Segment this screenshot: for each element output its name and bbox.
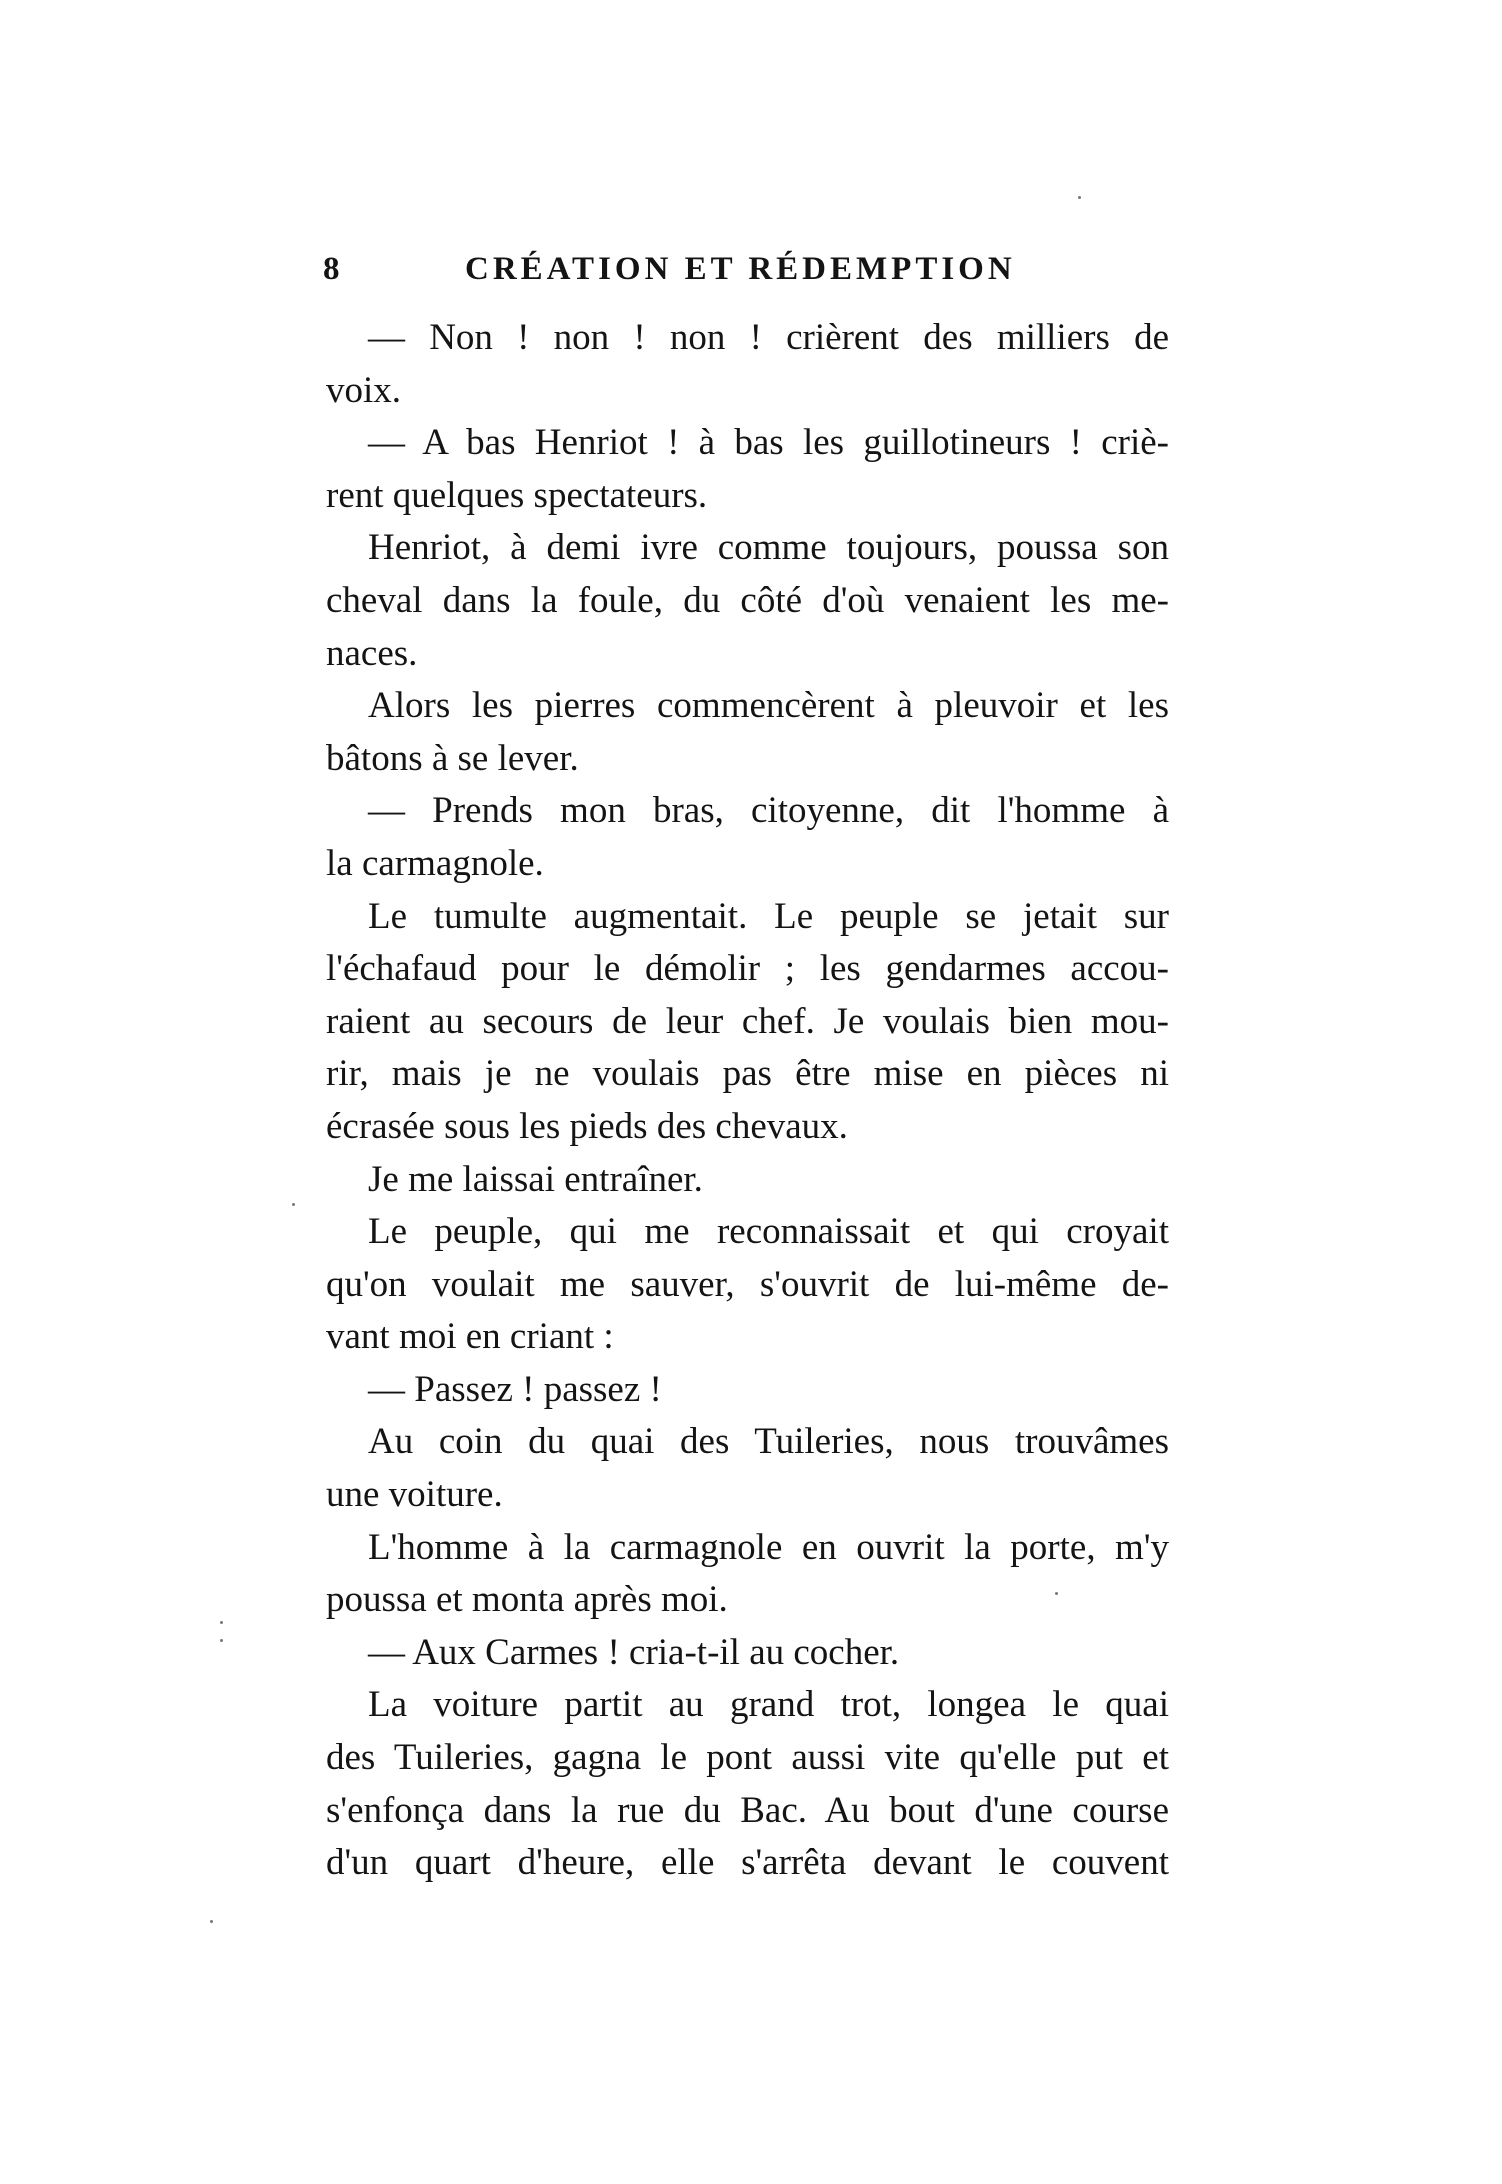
- text-line: cheval dans la foule, du côté d'où venaient les me-: [326, 579, 1169, 621]
- text-line: — A bas Henriot ! à bas les guillotineurs ! criè-: [368, 422, 1169, 464]
- text-line: poussa et monta après moi.: [326, 1579, 728, 1621]
- text-line: — Prends mon bras, citoyenne, dit l'homme à: [368, 790, 1169, 832]
- page-header: [323, 244, 1183, 294]
- text-line: une voiture.: [326, 1474, 503, 1516]
- text-line: écrasée sous les pieds des chevaux.: [326, 1105, 848, 1147]
- scan-speck: [210, 1920, 213, 1923]
- scan-speck: [1055, 1592, 1058, 1595]
- text-line: Le peuple, qui me reconnaissait et qui croyait: [368, 1211, 1169, 1253]
- text-line: la carmagnole.: [326, 842, 544, 884]
- text-line: — Passez ! passez !: [368, 1368, 662, 1410]
- text-line: voix.: [326, 369, 402, 411]
- text-line: L'homme à la carmagnole en ouvrit la porte, m'y: [368, 1526, 1169, 1568]
- text-line: raient au secours de leur chef. Je voulais bien mou-: [326, 1000, 1169, 1042]
- text-line: naces.: [326, 632, 418, 674]
- text-line: s'enfonça dans la rue du Bac. Au bout d'une course: [326, 1789, 1169, 1831]
- text-line: Henriot, à demi ivre comme toujours, poussa son: [368, 527, 1169, 569]
- text-line: rent quelques spectateurs.: [326, 474, 708, 516]
- text-line: d'un quart d'heure, elle s'arrêta devant le couvent: [326, 1842, 1169, 1884]
- text-line: Alors les pierres commencèrent à pleuvoir et les: [368, 685, 1169, 727]
- scan-speck: [220, 1621, 223, 1624]
- scan-speck: [220, 1639, 223, 1642]
- page-number: 8: [323, 251, 340, 287]
- scan-speck: [292, 1203, 295, 1206]
- text-line: Le tumulte augmentait. Le peuple se jetait sur: [368, 895, 1169, 937]
- text-line: l'échafaud pour le démolir ; les gendarmes accou-: [326, 948, 1169, 990]
- text-line: — Aux Carmes ! cria-t-il au cocher.: [368, 1631, 900, 1673]
- body-text: [326, 312, 1169, 1890]
- text-line: qu'on voulait me sauver, s'ouvrit de lui-même de-: [326, 1263, 1169, 1305]
- text-line: — Non ! non ! non ! crièrent des milliers de: [368, 317, 1169, 358]
- running-title: CRÉATION ET RÉDEMPTION: [465, 251, 1016, 287]
- text-line: La voiture partit au grand trot, longea le quai: [368, 1684, 1169, 1726]
- text-line: vant moi en criant :: [326, 1316, 614, 1358]
- text-line: Je me laissai entraîner.: [368, 1158, 703, 1200]
- text-line: Au coin du quai des Tuileries, nous trouvâmes: [368, 1421, 1169, 1463]
- scan-speck: [1078, 196, 1081, 199]
- text-line: des Tuileries, gagna le pont aussi vite qu'elle put et: [326, 1737, 1169, 1779]
- text-line: rir, mais je ne voulais pas être mise en pièces ni: [326, 1053, 1169, 1095]
- text-line: bâtons à se lever.: [326, 737, 579, 779]
